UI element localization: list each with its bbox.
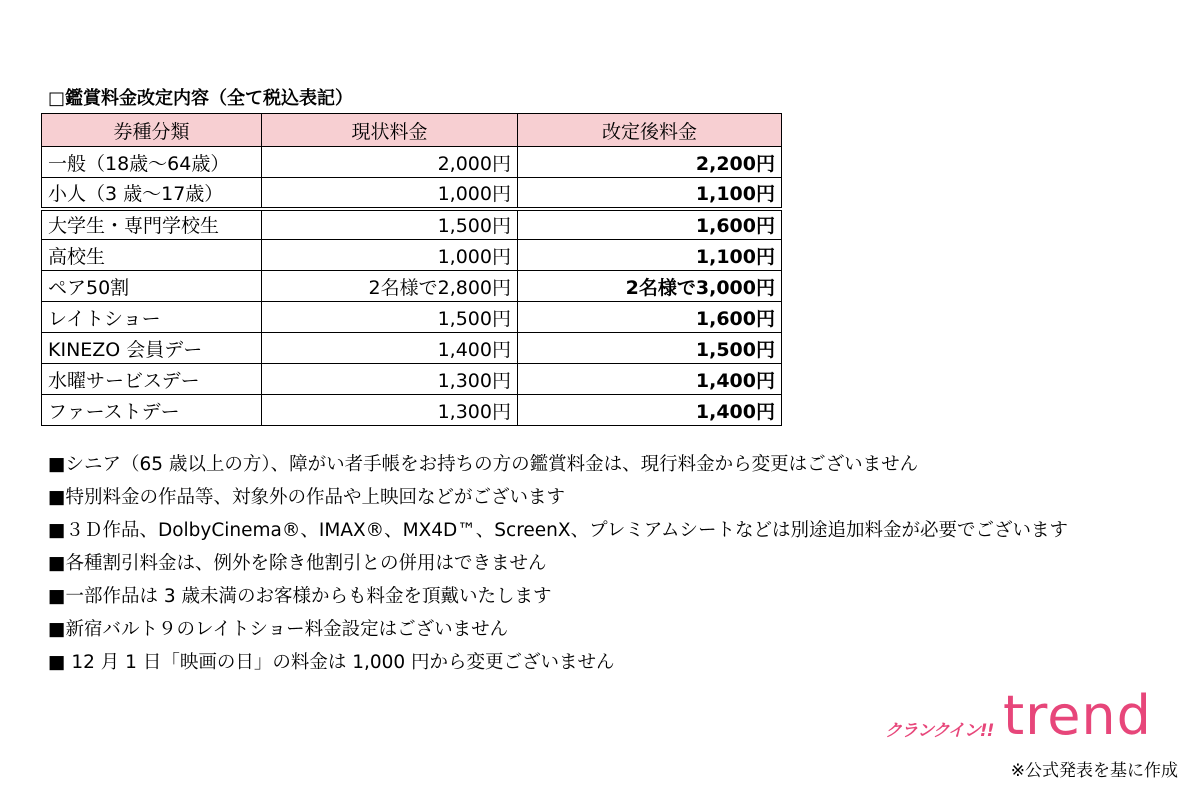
row-revised-price: 2,200円: [518, 147, 782, 178]
note-item: ■ 12 月 1 日「映画の日」の料金は 1,000 円から変更ございません: [48, 652, 615, 673]
header-current-price: 現状料金: [262, 114, 518, 147]
row-category: ファーストデー: [42, 395, 262, 426]
row-current-price: 1,000円: [262, 240, 518, 271]
table-row: [42, 364, 782, 395]
row-category: KINEZO 会員デー: [42, 333, 262, 364]
table-row: [42, 147, 782, 178]
row-current-price: 1,300円: [262, 395, 518, 426]
note-item: ■各種割引料金は、例外を除き他割引との併用はできません: [48, 553, 547, 574]
logo-trend-text: trend: [1003, 684, 1152, 747]
notes-list: [48, 448, 1068, 679]
crankin-trend-logo: [885, 684, 1185, 750]
source-note: ※公式発表を基に作成: [1010, 761, 1178, 781]
row-current-price: 1,300円: [262, 364, 518, 395]
row-category: 高校生: [42, 240, 262, 271]
row-current-price: 1,000円: [262, 178, 518, 209]
row-category: ペア50割: [42, 271, 262, 302]
row-current-price: 2名様で2,800円: [262, 271, 518, 302]
table-header-row: [42, 114, 782, 147]
row-revised-price: 1,600円: [518, 209, 782, 240]
page-title: □鑑賞料金改定内容（全て税込表記）: [48, 88, 354, 109]
note-item: ■シニア（65 歳以上の方）、障がい者手帳をお持ちの方の鑑賞料金は、現行料金から変更はございません: [48, 454, 919, 475]
row-revised-price: 1,600円: [518, 302, 782, 333]
header-category: 券種分類: [42, 114, 262, 147]
note-item: ■一部作品は 3 歳未満のお客様からも料金を頂戴いたします: [48, 586, 552, 607]
table-row: [42, 302, 782, 333]
note-item: ■新宿バルト９のレイトショー料金設定はございません: [48, 619, 509, 640]
note-item: ■３Ｄ作品、DolbyCinema®、IMAX®、MX4D™、ScreenX、プレミアムシートなどは別途追加料金が必要でございます: [48, 520, 1069, 541]
row-revised-price: 1,100円: [518, 178, 782, 209]
row-revised-price: 1,400円: [518, 395, 782, 426]
header-revised-price: 改定後料金: [518, 114, 782, 147]
row-current-price: 1,400円: [262, 333, 518, 364]
row-revised-price: 1,500円: [518, 333, 782, 364]
price-table: [41, 113, 782, 426]
table-row: [42, 333, 782, 364]
row-revised-price: 2名様で3,000円: [518, 271, 782, 302]
table-row: [42, 178, 782, 209]
row-category: 大学生・専門学校生: [42, 209, 262, 240]
table-row: [42, 271, 782, 302]
row-current-price: 1,500円: [262, 209, 518, 240]
table-row: [42, 395, 782, 426]
logo-kana-text: クランクイン!!: [885, 721, 994, 741]
row-category: レイトショー: [42, 302, 262, 333]
table-row: [42, 240, 782, 271]
row-revised-price: 1,400円: [518, 364, 782, 395]
row-category: 小人（3 歳〜17歳）: [42, 178, 262, 209]
row-revised-price: 1,100円: [518, 240, 782, 271]
row-current-price: 1,500円: [262, 302, 518, 333]
row-category: 水曜サービスデー: [42, 364, 262, 395]
note-item: ■特別料金の作品等、対象外の作品や上映回などがございます: [48, 487, 565, 508]
row-current-price: 2,000円: [262, 147, 518, 178]
table-row: [42, 209, 782, 240]
row-category: 一般（18歳〜64歳）: [42, 147, 262, 178]
